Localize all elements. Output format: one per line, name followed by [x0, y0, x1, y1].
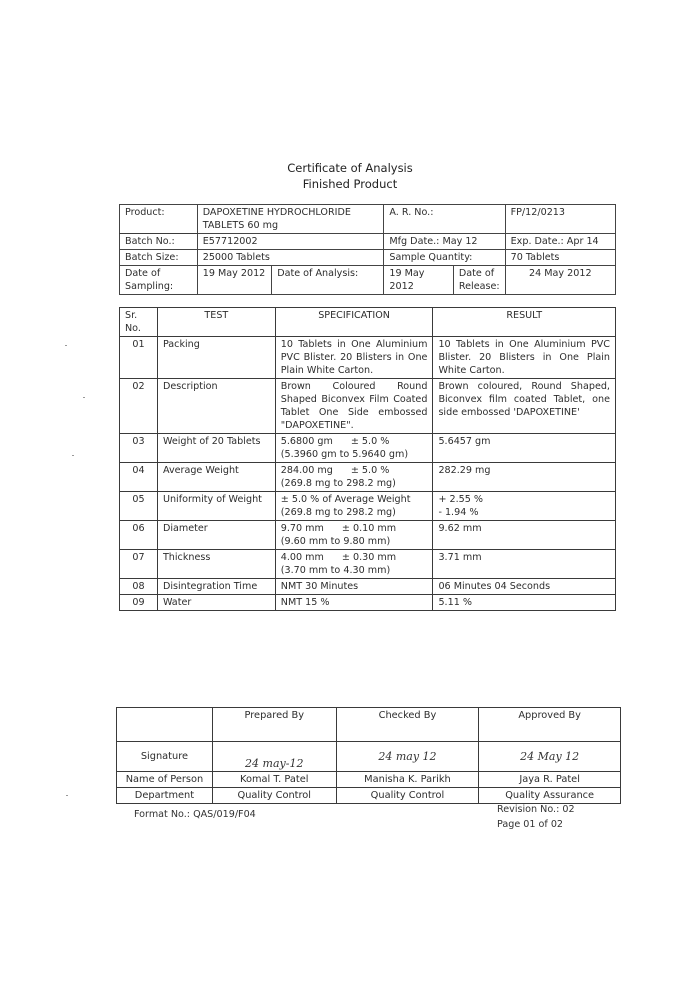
department-checked: Quality Control: [336, 788, 479, 804]
mfg-date: Mfg Date.: May 12: [384, 234, 505, 250]
document-title: Certificate of Analysis: [287, 161, 413, 175]
signature-checked: 24 may 12: [336, 742, 479, 772]
date-release-value: 24 May 2012: [505, 266, 615, 295]
sr-no-value: 04: [132, 465, 145, 476]
test-sr-no: [120, 595, 158, 611]
specification-tolerance: ± 5.0 %: [350, 436, 390, 447]
name-prepared: Komal T. Patel: [212, 772, 336, 788]
signoff-blank: [117, 708, 213, 742]
test-name: [157, 463, 275, 492]
sr-no-value: 06: [132, 523, 145, 534]
test-result: [433, 337, 616, 379]
specification-range: (3.70 mm to 4.30 mm): [280, 565, 391, 576]
result-value: 9.62 mm: [438, 523, 482, 534]
department-row: [117, 788, 621, 804]
specification-tolerance: ± 0.30 mm: [341, 552, 397, 563]
product-info-table: [119, 204, 616, 295]
result-value: Brown coloured, Round Shaped, Biconvex film coated Tablet, one side embossed 'DAPOXETINE': [438, 381, 610, 418]
test-row: [120, 521, 616, 550]
signature-prepared: 24 may-12: [212, 742, 336, 772]
result-value: 3.71 mm: [438, 552, 482, 563]
department-approved: Quality Assurance: [479, 788, 621, 804]
test-name: [157, 521, 275, 550]
specification-range: (269.8 mg to 298.2 mg): [280, 478, 396, 489]
test-table-header: [120, 308, 616, 337]
specification-value: 10 Tablets in One Aluminium PVC Blister. 20 Blisters in One Plain White Carton.: [280, 339, 428, 376]
specification-range: (5.3960 gm to 5.9640 gm): [280, 449, 409, 460]
date-sampling-label: Date of Sampling:: [120, 266, 198, 295]
test-name-value: Weight of 20 Tablets: [162, 436, 261, 447]
batch-no-label: Batch No.:: [120, 234, 198, 250]
test-results-table: [119, 307, 616, 611]
specification-tolerance: ± 0.10 mm: [341, 523, 397, 534]
test-sr-no: [120, 379, 158, 434]
name-approved: Jaya R. Patel: [479, 772, 621, 788]
test-sr-no: [120, 337, 158, 379]
date-analysis-label: Date of Analysis:: [272, 266, 384, 295]
batch-no-row: [120, 234, 616, 250]
test-name-value: Average Weight: [162, 465, 239, 476]
test-specification: [275, 434, 433, 463]
test-name: [157, 579, 275, 595]
scan-speck: [65, 345, 67, 346]
test-row: [120, 463, 616, 492]
sr-no-value: 02: [132, 381, 145, 392]
test-specification: [275, 579, 433, 595]
test-name-value: Diameter: [162, 523, 208, 534]
exp-date: Exp. Date.: Apr 14: [505, 234, 615, 250]
ar-no-label: A. R. No.:: [384, 205, 505, 234]
test-name-value: Description: [162, 381, 218, 392]
test-row: [120, 379, 616, 434]
specification-value: 4.00 mm: [280, 552, 324, 563]
test-name-value: Disintegration Time: [162, 581, 258, 592]
scan-speck: [66, 795, 68, 796]
result-value: + 2.55 %: [438, 494, 484, 505]
result-value: 282.29 mg: [438, 465, 491, 476]
test-name: [157, 595, 275, 611]
test-name: [157, 550, 275, 579]
test-sr-no: [120, 492, 158, 521]
date-sampling-value: 19 May 2012: [197, 266, 271, 295]
col-specification: SPECIFICATION: [275, 308, 433, 337]
test-sr-no: [120, 463, 158, 492]
test-specification: [275, 463, 433, 492]
col-sr-no: Sr. No.: [120, 308, 158, 337]
result-value: 5.6457 gm: [438, 436, 491, 447]
specification-value: NMT 30 Minutes: [280, 581, 359, 592]
sr-no-value: 03: [132, 436, 145, 447]
test-result: [433, 492, 616, 521]
specification-value: 9.70 mm: [280, 523, 324, 534]
result-value: 06 Minutes 04 Seconds: [438, 581, 551, 592]
product-label: Product:: [120, 205, 198, 234]
signature-label: Signature: [117, 742, 213, 772]
test-sr-no: [120, 434, 158, 463]
specification-value: NMT 15 %: [280, 597, 330, 608]
sr-no-value: 01: [132, 339, 145, 350]
product-row: [120, 205, 616, 234]
name-row: [117, 772, 621, 788]
signoff-header-row: [117, 708, 621, 742]
test-row: [120, 550, 616, 579]
sr-no-value: 05: [132, 494, 145, 505]
test-name: [157, 379, 275, 434]
checked-by-header: Checked By: [336, 708, 479, 742]
date-release-label: Date of Release:: [453, 266, 505, 295]
prepared-by-header: Prepared By: [212, 708, 336, 742]
dates-row: [120, 266, 616, 295]
approved-by-header: Approved By: [479, 708, 621, 742]
product-value: DAPOXETINE HYDROCHLORIDE TABLETS 60 mg: [197, 205, 384, 234]
name-label: Name of Person: [117, 772, 213, 788]
test-result: [433, 521, 616, 550]
test-result: [433, 550, 616, 579]
test-result: [433, 463, 616, 492]
test-name-value: Water: [162, 597, 192, 608]
test-name-value: Thickness: [162, 552, 211, 563]
specification-value: 5.6800 gm: [280, 436, 333, 447]
sample-qty-label: Sample Quantity:: [384, 250, 505, 266]
test-result: [433, 595, 616, 611]
signature-approved: 24 May 12: [479, 742, 621, 772]
ar-no-value: FP/12/0213: [505, 205, 615, 234]
sr-no-value: 07: [132, 552, 145, 563]
test-result: [433, 434, 616, 463]
sr-no-value: 09: [132, 597, 145, 608]
specification-value: Brown Coloured Round Shaped Biconvex Film Coated Tablet One Side embossed "DAPOXETINE".: [280, 381, 428, 431]
format-number: Format No.: QAS/019/F04: [134, 809, 256, 820]
batch-size-value: 25000 Tablets: [197, 250, 384, 266]
test-row: [120, 579, 616, 595]
test-specification: [275, 379, 433, 434]
batch-size-label: Batch Size:: [120, 250, 198, 266]
result-value: 5.11 %: [438, 597, 472, 608]
test-name-value: Uniformity of Weight: [162, 494, 262, 505]
col-result: RESULT: [433, 308, 616, 337]
test-row: [120, 434, 616, 463]
specification-range: (269.8 mg to 298.2 mg): [280, 507, 396, 518]
specification-value: ± 5.0 % of Average Weight: [280, 494, 411, 505]
result-value: 10 Tablets in One Aluminium PVC Blister. 20 Blisters in One Plain White Carton.: [438, 339, 610, 376]
col-test: TEST: [157, 308, 275, 337]
sample-qty-value: 70 Tablets: [505, 250, 615, 266]
test-sr-no: [120, 550, 158, 579]
test-sr-no: [120, 521, 158, 550]
batch-no-value: E57712002: [197, 234, 384, 250]
document-subtitle: Finished Product: [302, 177, 398, 191]
scan-speck: [72, 455, 74, 456]
page-number: Page 01 of 02: [497, 819, 564, 830]
test-specification: [275, 492, 433, 521]
signoff-table: [116, 707, 621, 804]
test-row: [120, 337, 616, 379]
test-row: [120, 595, 616, 611]
test-specification: [275, 550, 433, 579]
name-checked: Manisha K. Parikh: [336, 772, 479, 788]
test-sr-no: [120, 579, 158, 595]
test-row: [120, 492, 616, 521]
date-analysis-value: 19 May 2012: [384, 266, 454, 295]
test-name: [157, 434, 275, 463]
revision-number: Revision No.: 02: [497, 804, 575, 815]
test-specification: [275, 521, 433, 550]
test-specification: [275, 595, 433, 611]
signature-row: [117, 742, 621, 772]
batch-size-row: [120, 250, 616, 266]
sr-no-value: 08: [132, 581, 145, 592]
specification-tolerance: ± 5.0 %: [350, 465, 390, 476]
specification-range: (9.60 mm to 9.80 mm): [280, 536, 391, 547]
test-name-value: Packing: [162, 339, 200, 350]
scan-speck: [83, 397, 85, 398]
test-name: [157, 337, 275, 379]
test-name: [157, 492, 275, 521]
test-result: [433, 579, 616, 595]
test-specification: [275, 337, 433, 379]
test-result: [433, 379, 616, 434]
result-value-secondary: - 1.94 %: [438, 507, 479, 518]
department-prepared: Quality Control: [212, 788, 336, 804]
specification-value: 284.00 mg: [280, 465, 333, 476]
department-label: Department: [117, 788, 213, 804]
